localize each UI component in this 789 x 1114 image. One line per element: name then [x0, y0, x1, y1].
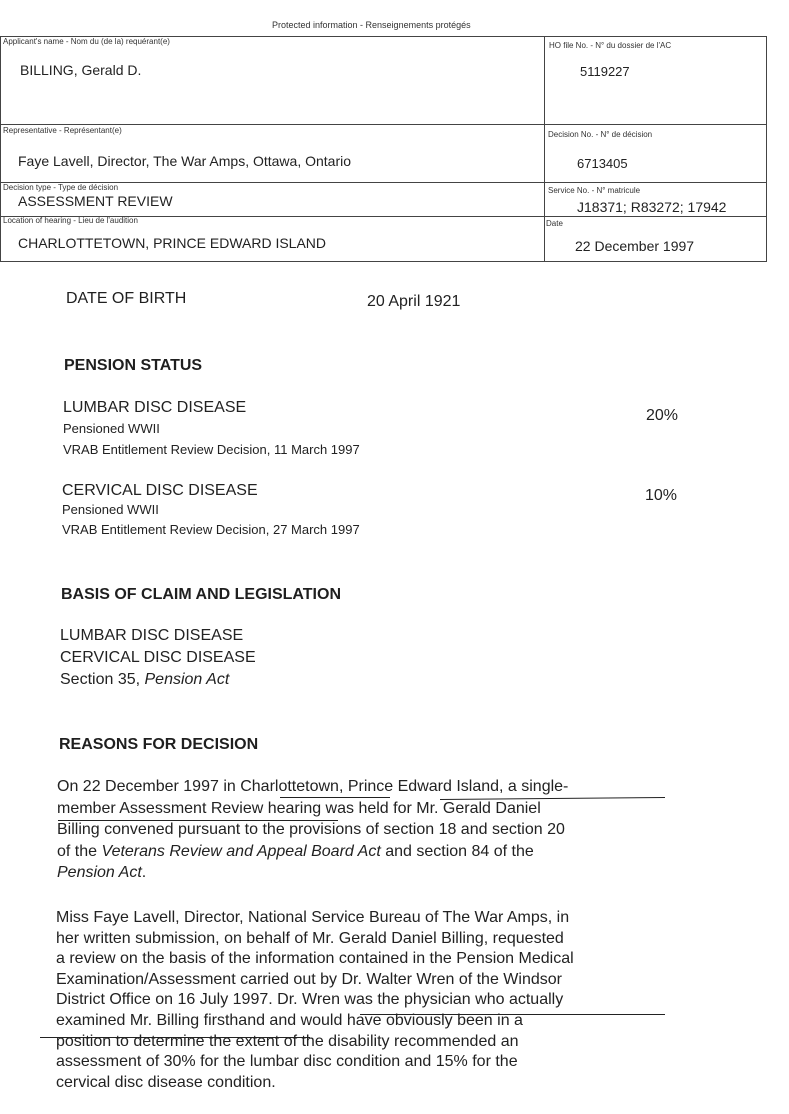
handwritten-underline	[58, 820, 338, 821]
decision-no-label: Decision No. - N° de décision	[548, 130, 653, 139]
date-label: Date	[546, 219, 563, 228]
dob-value: 20 April 1921	[367, 293, 461, 310]
form-divider-row1	[0, 124, 767, 125]
decision-type-value: ASSESSMENT REVIEW	[18, 193, 173, 209]
decision-type-label: Decision type - Type de décision	[3, 183, 119, 192]
basis-line3: Section 35, Pension Act	[60, 671, 230, 688]
protected-info-header: Protected information - Renseignements protégés	[272, 20, 471, 30]
decision-no-value: 6713405	[577, 156, 628, 171]
reasons-paragraph-1: On 22 December 1997 in Charlottetown, Prince Edward Island, a single- member Assessment Review hearing was held for Mr. Gerald Daniel Billing convened pursuant to the provisions of section 18 and section 20 of the Veterans Review and Appeal Board Act and section 84 of the Pension Act.	[57, 778, 569, 881]
pension-item-line2: VRAB Entitlement Review Decision, 27 March 1997	[62, 522, 360, 537]
pension-item-name: CERVICAL DISC DISEASE	[62, 482, 258, 499]
date-value: 22 December 1997	[575, 238, 695, 254]
representative-value: Faye Lavell, Director, The War Amps, Ottawa, Ontario	[18, 153, 352, 169]
pension-item-percent: 20%	[646, 407, 679, 424]
service-no-label: Service No. - N° matricule	[548, 186, 641, 195]
pension-item-percent: 10%	[645, 487, 678, 504]
basis-line2: CERVICAL DISC DISEASE	[60, 649, 256, 666]
ho-file-label: HO file No. - N° du dossier de l'AC	[549, 41, 672, 50]
basis-heading: BASIS OF CLAIM AND LEGISLATION	[61, 586, 341, 603]
pension-item-line2: VRAB Entitlement Review Decision, 11 March 1997	[63, 442, 360, 457]
ho-file-value: 5119227	[580, 64, 630, 79]
service-no-value: J18371; R83272; 17942	[577, 199, 727, 215]
reasons-heading: REASONS FOR DECISION	[59, 736, 259, 753]
pension-item-line1: Pensioned WWII	[62, 502, 159, 517]
location-value: CHARLOTTETOWN, PRINCE EDWARD ISLAND	[18, 235, 327, 251]
handwritten-underline	[280, 797, 390, 798]
applicant-label: Applicant's name - Nom du (de la) requérant(e)	[3, 37, 170, 46]
handwritten-underline	[40, 1037, 310, 1038]
pension-item-name: LUMBAR DISC DISEASE	[63, 399, 247, 416]
representative-label: Representative - Représentant(e)	[3, 126, 122, 135]
basis-line1: LUMBAR DISC DISEASE	[60, 627, 244, 644]
pension-status-heading: PENSION STATUS	[64, 357, 203, 374]
handwritten-underline	[360, 1014, 665, 1015]
location-label: Location of hearing - Lieu de l'audition	[3, 216, 138, 225]
dob-label: DATE OF BIRTH	[66, 290, 187, 307]
pension-item-line1: Pensioned WWII	[63, 421, 160, 436]
form-divider-vertical	[544, 36, 545, 262]
reasons-paragraph-2: Miss Faye Lavell, Director, National Service Bureau of The War Amps, in her written submission, on behalf of Mr. Gerald Daniel Billing, requested a review on the basis of the information contained in the Pension Medical Examination/Assessment carried out by Dr. Walter Wren of the Windsor District Office on 16 July 1997. Dr. Wren was the physician who actually examined Mr. Billing firsthand and would have obviously been in a position to determine the extent of the disability recommended an assessment of 30% for the lumbar disc condition and 15% for the cervical disc disease condition.	[56, 909, 574, 1091]
applicant-value: BILLING, Gerald D.	[20, 62, 142, 78]
